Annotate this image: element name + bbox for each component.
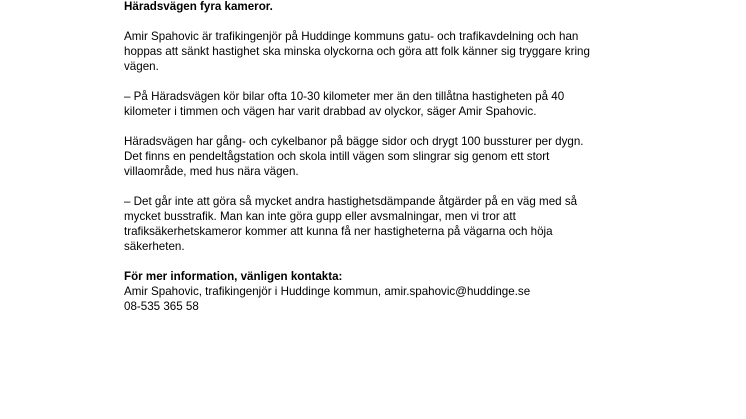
contact-name-email: Amir Spahovic, trafikingenjör i Huddinge kommun, amir.spahovic@huddinge.se [124,285,531,298]
paragraph-intro: Amir Spahovic är trafikingenjör på Huddinge kommuns gatu- och trafikavdelning och han hoppas att sänkt hastighet ska minska olyckorna och göra att folk känner sig tryggare kring vägen. [124,30,590,73]
article-body [124,0,594,314]
paragraph-road-description: Häradsvägen har gång- och cykelbanor på bägge sidor och drygt 100 bussturer per dygn. Det finns en pendeltågstation och skola intill vägen som slingrar sig genom ett stort villaområde, med hus nära vägen. [124,135,584,178]
contact-phone: 08-535 365 58 [124,300,199,313]
paragraph-quote-measures: – Det går inte att göra så mycket andra hastighetsdämpande åtgärder på en väg med så mycket busstrafik. Man kan inte göra gupp eller avsmalningar, men vi tror att trafiksäkerhetskameror kommer att kunna få ner hastigheterna på vägarna och höja säkerheten. [124,195,578,253]
contact-block [124,269,594,314]
contact-heading: För mer information, vänligen kontakta: [124,270,343,283]
paragraph-quote-speed: – På Häradsvägen kör bilar ofta 10-30 kilometer mer än den tillåtna hastigheten på 40 kilometer i timmen och vägen har varit drabbad av olyckor, säger Amir Spahovic. [124,90,565,118]
article-subheading: Häradsvägen fyra kameror. [124,0,273,13]
